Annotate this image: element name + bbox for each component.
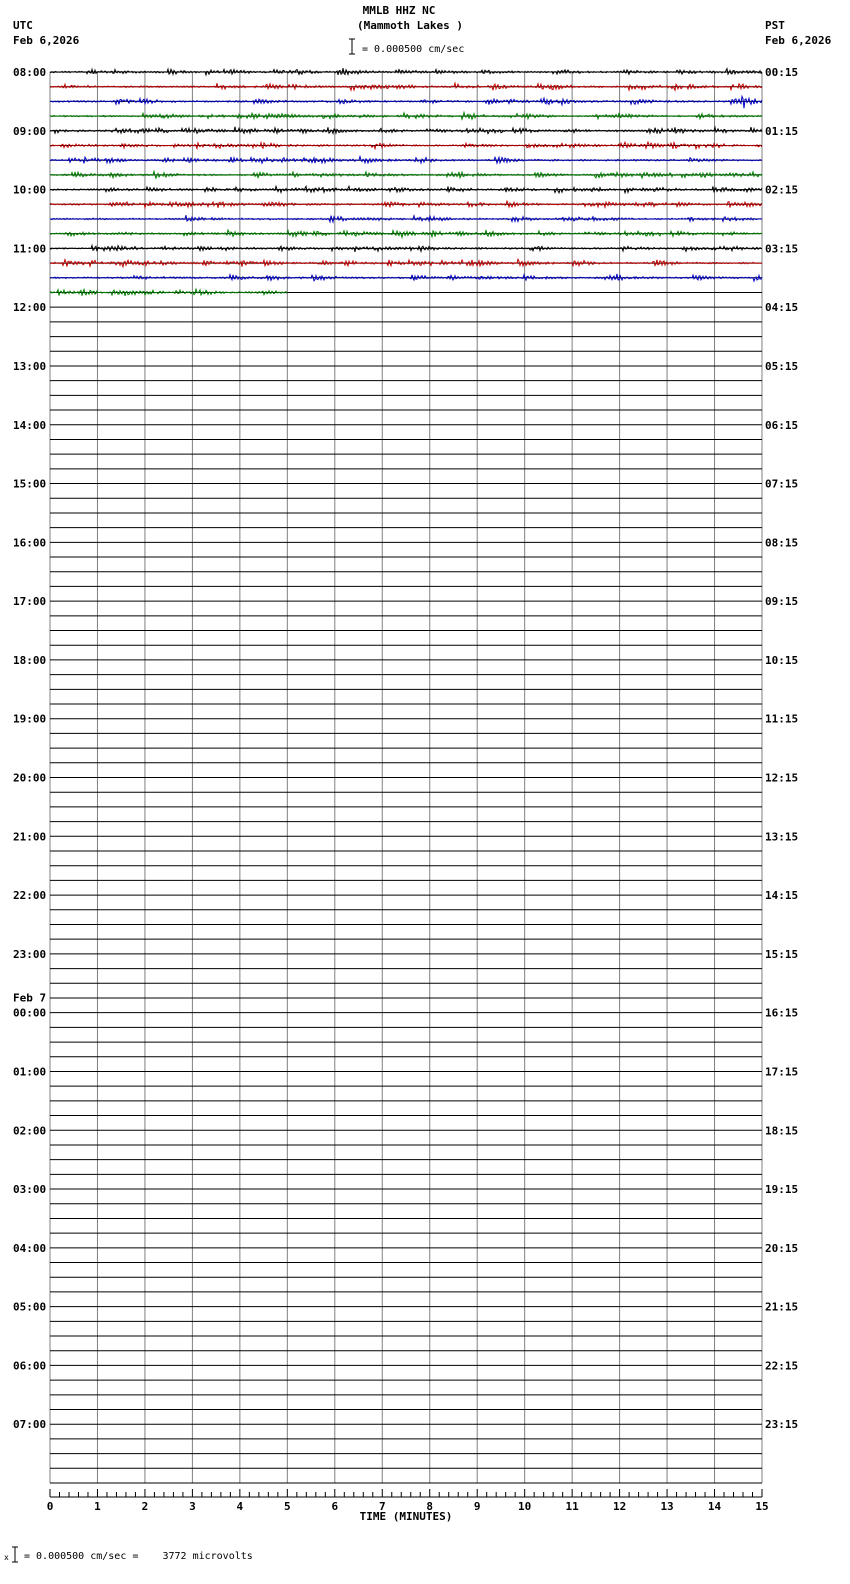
- trace-row-14: [50, 274, 762, 281]
- x-tick-label: 3: [189, 1500, 196, 1513]
- footer-scale-label: = 0.000500 cm/sec = 3772 microvolts: [24, 1551, 253, 1562]
- pst-hour-label: 14:15: [765, 889, 799, 903]
- pst-hour-label: 05:15: [765, 359, 799, 373]
- trace-layer: [50, 68, 762, 296]
- date-change-label: Feb 7: [13, 991, 47, 1005]
- x-tick-label: 6: [331, 1500, 339, 1513]
- station-location: (Mammoth Lakes ): [357, 19, 463, 32]
- pst-hour-label: 04:15: [765, 301, 799, 315]
- utc-hour-label: 19:00: [13, 712, 47, 726]
- utc-hour-label: 00:00: [13, 1006, 47, 1020]
- right-timezone: PST: [765, 19, 785, 32]
- pst-hour-label: 08:15: [765, 536, 799, 550]
- utc-hour-label: 03:00: [13, 1183, 47, 1197]
- pst-hour-label: 23:15: [765, 1418, 799, 1432]
- grid-layer: [50, 72, 762, 1483]
- x-tick-label: 11: [565, 1500, 579, 1513]
- x-tick-label: 14: [707, 1500, 722, 1513]
- utc-hour-label: 17:00: [13, 595, 47, 609]
- utc-hour-label: 01:00: [13, 1065, 47, 1079]
- station-title: MMLB HHZ NC: [362, 4, 436, 17]
- pst-hour-label: 11:15: [765, 712, 799, 726]
- x-tick-label: 1: [94, 1500, 101, 1513]
- utc-hour-label: 11:00: [13, 242, 47, 256]
- utc-hour-label: 14:00: [13, 418, 47, 432]
- trace-row-11: [50, 230, 762, 237]
- utc-hour-label: 05:00: [13, 1300, 47, 1314]
- x-tick-label: 5: [284, 1500, 291, 1513]
- trace-row-4: [50, 127, 762, 134]
- pst-hour-label: 09:15: [765, 595, 799, 609]
- utc-hour-label: 16:00: [13, 536, 47, 550]
- pst-hour-label: 10:15: [765, 653, 799, 667]
- utc-hour-label: 18:00: [13, 653, 47, 667]
- scale-label: = 0.000500 cm/sec: [362, 44, 465, 55]
- utc-hour-label: 12:00: [13, 301, 47, 315]
- left-timezone: UTC: [13, 19, 33, 32]
- footer-scale-bar-icon: [4, 1546, 24, 1564]
- x-tick-label: 4: [236, 1500, 244, 1513]
- utc-hour-label: 10:00: [13, 183, 47, 197]
- trace-row-1: [50, 83, 762, 90]
- utc-hour-label: 04:00: [13, 1241, 47, 1255]
- trace-row-2: [50, 96, 762, 108]
- utc-hour-label: 20:00: [13, 771, 47, 785]
- utc-hour-label: 08:00: [13, 66, 47, 79]
- x-tick-label: 8: [426, 1500, 434, 1513]
- pst-hour-label: 00:15: [765, 66, 799, 79]
- pst-hour-label: 02:15: [765, 183, 799, 197]
- x-tick-label: 0: [46, 1500, 54, 1513]
- left-date: Feb 6,2026: [13, 34, 80, 47]
- utc-hour-label: 15:00: [13, 477, 47, 491]
- utc-hour-label: 13:00: [13, 359, 47, 373]
- utc-hour-label: 09:00: [13, 124, 47, 138]
- pst-hour-label: 06:15: [765, 418, 799, 432]
- x-tick-label: 10: [518, 1500, 532, 1513]
- pst-hour-label: 21:15: [765, 1300, 799, 1314]
- x-tick-label: 9: [473, 1500, 481, 1513]
- right-date: Feb 6,2026: [765, 34, 832, 47]
- utc-hour-label: 02:00: [13, 1124, 47, 1138]
- pst-hour-label: 13:15: [765, 830, 799, 844]
- pst-hour-label: 01:15: [765, 124, 799, 138]
- utc-hour-label: 06:00: [13, 1359, 47, 1373]
- x-tick-label: 15: [755, 1500, 769, 1513]
- pst-hour-label: 20:15: [765, 1241, 799, 1255]
- utc-hour-label: 07:00: [13, 1418, 47, 1432]
- pst-hour-label: 16:15: [765, 1006, 799, 1020]
- pst-hour-label: 03:15: [765, 242, 799, 256]
- pst-hour-label: 12:15: [765, 771, 799, 785]
- x-tick-label: 2: [141, 1500, 149, 1513]
- x-axis-title: TIME (MINUTES): [359, 1510, 453, 1523]
- pst-hour-label: 17:15: [765, 1065, 799, 1079]
- x-tick-label: 7: [378, 1500, 386, 1513]
- pst-hour-label: 19:15: [765, 1183, 799, 1197]
- pst-hour-label: 18:15: [765, 1124, 799, 1138]
- x-tick-label: 12: [612, 1500, 627, 1513]
- x-tick-label: 13: [660, 1500, 674, 1513]
- svg-text:x: x: [4, 1553, 9, 1562]
- utc-hour-label: 21:00: [13, 830, 47, 844]
- utc-hour-label: 23:00: [13, 947, 47, 961]
- trace-row-5: [50, 142, 762, 149]
- pst-hour-label: 07:15: [765, 477, 799, 491]
- utc-hour-label: 22:00: [13, 889, 47, 903]
- pst-hour-label: 15:15: [765, 947, 799, 961]
- trace-row-8: [50, 186, 762, 193]
- pst-hour-label: 22:15: [765, 1359, 799, 1373]
- x-axis: [47, 1489, 769, 1523]
